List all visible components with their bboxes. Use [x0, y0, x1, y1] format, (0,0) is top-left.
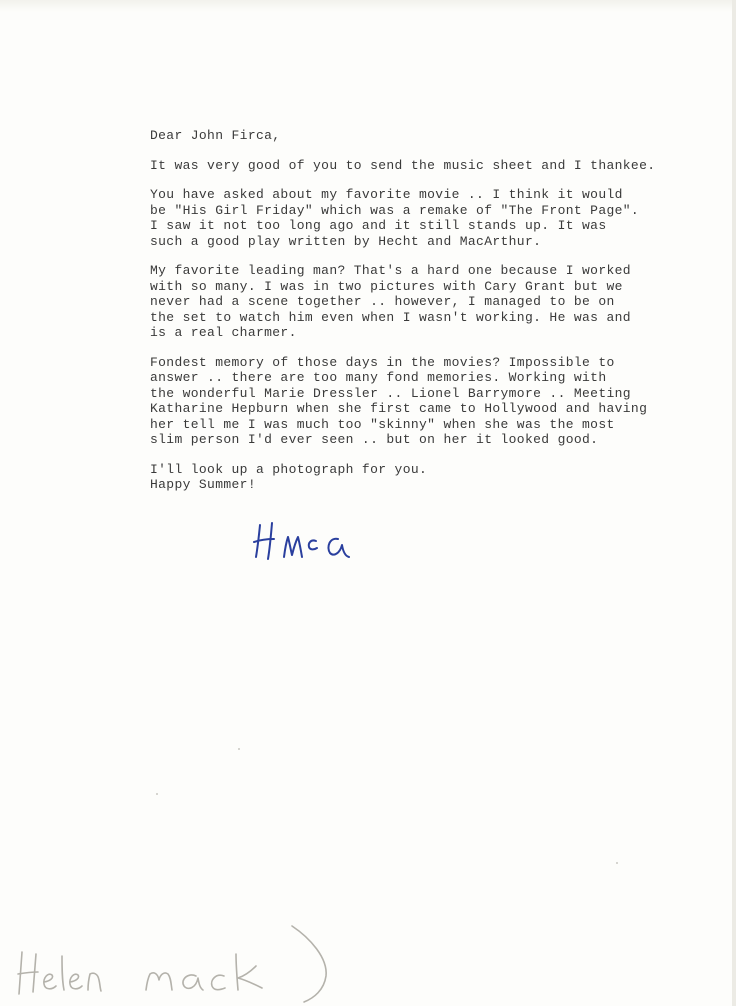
paragraph-2-line-1: You have asked about my favorite movie .. I think it would [150, 187, 623, 202]
signature-initials [250, 515, 370, 565]
paragraph-4-line-3: the wonderful Marie Dressler .. Lionel Barrymore .. Meeting [150, 385, 631, 401]
letter-body [150, 128, 736, 493]
paragraph-3-line-4: the set to watch him even when I wasn't working. He was and [150, 309, 631, 325]
closing-line-1: I'll look up a photograph for you. [150, 461, 428, 477]
pencil-name-note [10, 918, 340, 1006]
paragraph-4-line-2: answer .. there are too many fond memories. Working with [150, 370, 607, 385]
paragraph-3-line-1: My favorite leading man? That's a hard one because I worked [150, 263, 631, 278]
paragraph-2-line-4: such a good play written by Hecht and MacArthur. [150, 233, 542, 249]
paragraph-3-line-3: never had a scene together .. however, I managed to be on [150, 294, 615, 309]
paragraph-4-line-5: her tell me I was much too "skinny" when she was the most [150, 416, 615, 432]
paragraph-4-line-1: Fondest memory of those days in the movies? Impossible to [150, 354, 615, 370]
paragraph-3-line-5: is a real charmer. [150, 325, 297, 340]
paragraph-1-line-1: It was very good of you to send the music sheet and I thankee. [150, 157, 656, 173]
closing-line-2: Happy Summer! [150, 477, 256, 492]
paragraph-4-line-4: Katharine Hepburn when she first came to Hollywood and having [150, 401, 648, 416]
paper-top-edge [0, 0, 736, 12]
paragraph-3-line-2: with so many. I was in two pictures with Cary Grant but we [150, 278, 623, 294]
paragraph-2-line-2: be "His Girl Friday" which was a remake of "The Front Page". [150, 202, 640, 218]
salutation: Dear John Firca, [150, 128, 281, 143]
paper-speck [616, 862, 618, 864]
paper-speck [238, 748, 240, 750]
paragraph-4-line-6: slim person I'd ever seen .. but on her it looked good. [150, 432, 599, 447]
paragraph-2-line-3: I saw it not too long ago and it still stands up. It was [150, 218, 607, 233]
paper-speck [156, 793, 158, 795]
